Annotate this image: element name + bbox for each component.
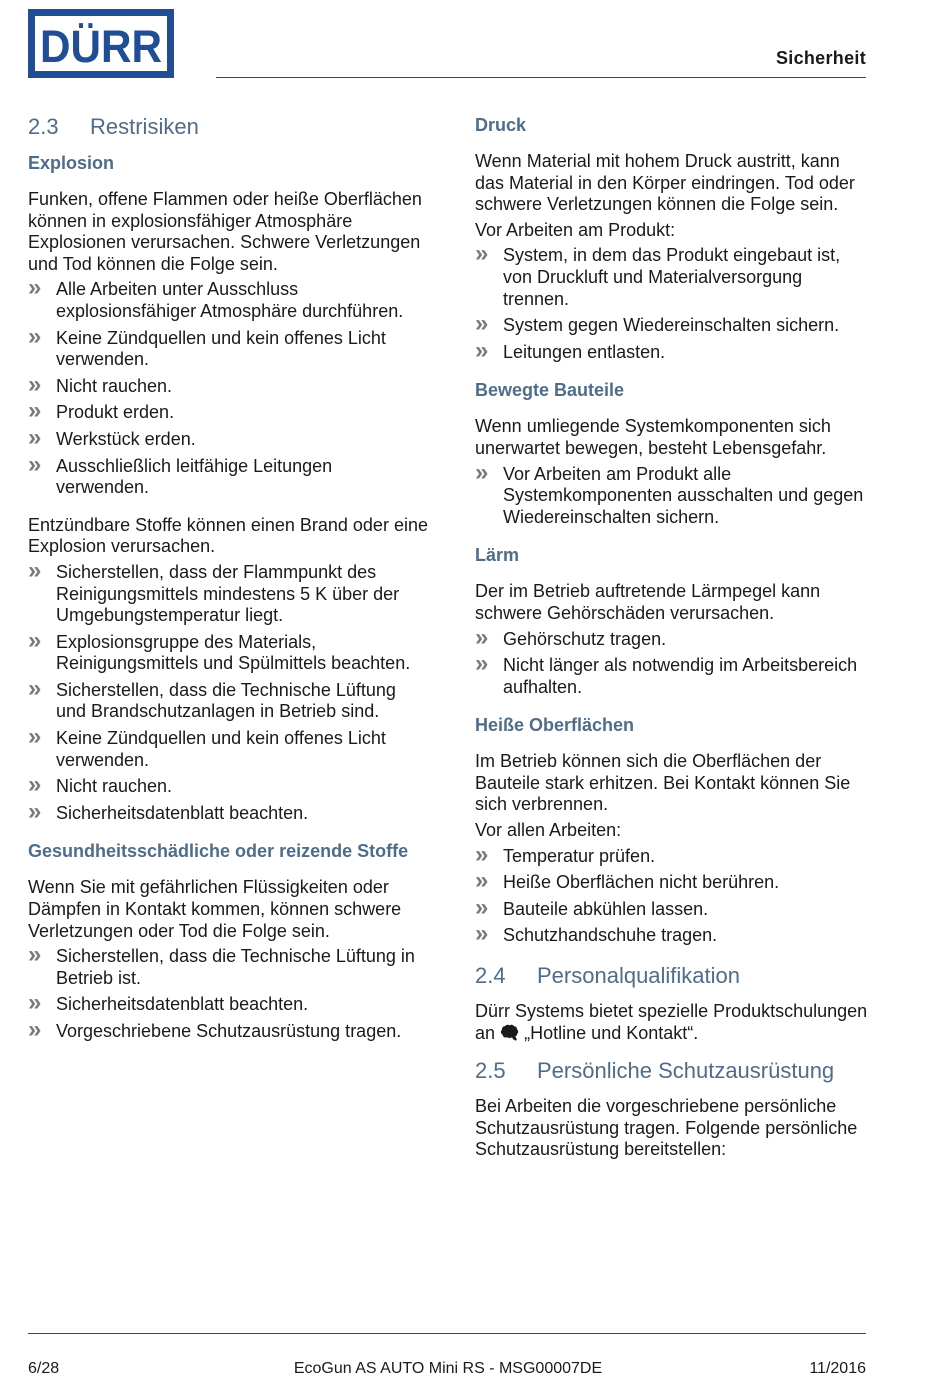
section-number: 2.3 [28, 114, 59, 139]
druck-lead: Vor Arbeiten am Produkt: [475, 219, 676, 240]
double-chevron-icon: » [28, 274, 42, 302]
list-item: » Sicherstellen, dass die Technische Lüftung in Betrieb ist. [28, 941, 415, 988]
druck-intro: Wenn Material mit hohem Druck austritt, kann das Material in den Körper eindringen. Tod oder schwere Verletzungen können die Folge sein. [475, 151, 855, 215]
double-chevron-icon: » [28, 941, 42, 969]
section-title: Restrisiken [90, 114, 199, 139]
section-heading-2-5 [475, 1058, 870, 1084]
double-chevron-icon: » [475, 650, 489, 678]
qualification-text: Dürr Systems bietet spezielle Produktschulungen an 🗬 „Hotline und Kontakt“. [475, 1001, 868, 1043]
list-item: » System gegen Wiedereinschalten sichern. [475, 310, 840, 338]
double-chevron-icon: » [28, 423, 42, 451]
subheading-druck: Druck [475, 115, 527, 135]
double-chevron-icon: » [28, 771, 42, 799]
list-item: » Nicht länger als notwendig im Arbeitsbereich aufhalten. [475, 650, 858, 697]
list-item: » Schutzhandschuhe tragen. [475, 920, 718, 948]
double-chevron-icon: » [28, 797, 42, 825]
explosion-intro-2: Entzündbare Stoffe können einen Brand oder eine Explosion verursachen. [28, 514, 428, 557]
moving-parts-intro: Wenn umliegende Systemkomponenten sich unerwartet bewegen, besteht Lebensgefahr. [475, 416, 831, 458]
right-column [475, 114, 870, 1165]
hot-surfaces-intro: Im Betrieb können sich die Oberflächen der Bauteile stark erhitzen. Bei Kontakt können Sie sich verbrennen. [475, 751, 851, 815]
list-item: » Explosionsgruppe des Materials, Reinigungsmittels und Spülmittels beachten. [28, 626, 411, 674]
double-chevron-icon: » [28, 674, 42, 702]
druck-list [475, 240, 870, 364]
page-number: 6/28 [28, 1360, 60, 1377]
double-chevron-icon: » [475, 893, 489, 921]
hot-surfaces-list [475, 840, 870, 948]
list-item: » Vorgeschriebene Schutzausrüstung tragen. [28, 1016, 402, 1043]
double-chevron-icon: » [475, 867, 489, 895]
protective-equipment-text: Bei Arbeiten die vorgeschriebene persönliche Schutzausrüstung tragen. Folgende persönliche Schutzausrüstung bereitstellen: [475, 1096, 858, 1160]
section-heading-2-4 [475, 963, 870, 989]
double-chevron-icon: » [28, 1016, 42, 1043]
double-chevron-icon: » [28, 450, 42, 478]
list-item: » Werkstück erden. [28, 423, 196, 451]
list-item: » Sicherheitsdatenblatt beachten. [28, 797, 309, 825]
list-item: » Gehörschutz tragen. [475, 623, 667, 651]
double-chevron-icon: » [28, 556, 42, 584]
list-item: » Leitungen entlasten. [475, 336, 666, 364]
double-chevron-icon: » [475, 623, 489, 651]
health-intro: Wenn Sie mit gefährlichen Flüssigkeiten oder Dämpfen in Kontakt kommen, können schwere Verletzungen oder Tod die Folge sein. [28, 877, 402, 941]
list-item: » System, in dem das Produkt eingebaut ist, von Druckluft und Materialversorgung trennen. [475, 240, 841, 309]
hot-surfaces-lead: Vor allen Arbeiten: [475, 820, 622, 841]
health-list [28, 941, 428, 1043]
double-chevron-icon: » [475, 240, 489, 268]
hotline-link[interactable]: „Hotline und Kontakt“. [524, 1022, 699, 1043]
list-item: » Sicherstellen, dass die Technische Lüftung und Brandschutzanlagen in Betrieb sind. [28, 674, 396, 722]
double-chevron-icon: » [475, 920, 489, 948]
noise-intro: Der im Betrieb auftretende Lärmpegel kann schwere Gehörschäden verursachen. [475, 581, 821, 623]
section-title: Personalqualifikation [537, 963, 741, 989]
cross-reference-icon: 🗬 [500, 1022, 520, 1043]
footer-divider [28, 1333, 866, 1334]
subheading-hot-surfaces: Heiße Oberflächen [475, 715, 635, 736]
list-item: » Keine Zündquellen und kein offenes Licht verwenden. [28, 723, 386, 770]
duerr-logo [28, 9, 174, 78]
subheading-moving-parts: Bewegte Bauteile [475, 380, 625, 401]
section-number: 2.5 [475, 1058, 506, 1084]
double-chevron-icon: » [28, 626, 42, 654]
list-item: » Sicherheitsdatenblatt beachten. [28, 989, 309, 1017]
double-chevron-icon: » [28, 397, 42, 425]
explosion-list-2 [28, 556, 428, 825]
double-chevron-icon: » [475, 336, 489, 364]
document-id: EcoGun AS AUTO Mini RS - MSG00007DE [293, 1360, 603, 1377]
section-title: Persönliche Schutzausrüstung [537, 1058, 835, 1084]
header-title: Sicherheit [775, 48, 866, 68]
list-item: » Keine Zündquellen und kein offenes Licht verwenden. [28, 322, 386, 370]
noise-list [475, 623, 870, 699]
logo-text: DÜRR [40, 21, 162, 72]
subheading-health-hazards: Gesundheitsschädliche oder reizende Stoffe [28, 841, 409, 862]
list-item: » Bauteile abkühlen lassen. [475, 893, 709, 921]
list-item: » Alle Arbeiten unter Ausschluss explosionsfähiger Atmosphäre durchführen. [28, 274, 404, 321]
explosion-intro: Funken, offene Flammen oder heiße Oberflächen können in explosionsfähiger Atmosphäre Explosionen verursachen. Schwere Verletzungen und Tod können die Folge sein. [28, 189, 422, 274]
header-divider [216, 77, 866, 78]
list-item: » Nicht rauchen. [28, 370, 173, 398]
explosion-list [28, 274, 428, 498]
section-number: 2.4 [475, 963, 506, 989]
subheading-noise: Lärm [475, 545, 520, 566]
document-date: 11/2016 [809, 1360, 866, 1377]
double-chevron-icon: » [28, 370, 42, 398]
subheading-explosion: Explosion [28, 153, 115, 173]
double-chevron-icon: » [475, 840, 489, 868]
list-item: » Vor Arbeiten am Produkt alle Systemkomponenten ausschalten und gegen Wiedereinschalten sichern. [475, 458, 864, 527]
list-item: » Nicht rauchen. [28, 771, 173, 799]
double-chevron-icon: » [475, 310, 489, 338]
section-heading-2-3 [28, 114, 428, 140]
moving-parts-list [475, 458, 870, 529]
double-chevron-icon: » [28, 989, 42, 1017]
list-item: » Sicherstellen, dass der Flammpunkt des Reinigungsmittels mindestens 5 K über der Umgebungstemperatur liegt. [28, 556, 400, 626]
list-item: » Ausschließlich leitfähige Leitungen verwenden. [28, 450, 333, 498]
double-chevron-icon: » [475, 458, 489, 486]
double-chevron-icon: » [28, 322, 42, 350]
left-column [28, 114, 428, 1048]
list-item: » Heiße Oberflächen nicht berühren. [475, 867, 780, 895]
list-item: » Temperatur prüfen. [475, 840, 656, 868]
list-item: » Produkt erden. [28, 397, 175, 425]
double-chevron-icon: » [28, 723, 42, 751]
